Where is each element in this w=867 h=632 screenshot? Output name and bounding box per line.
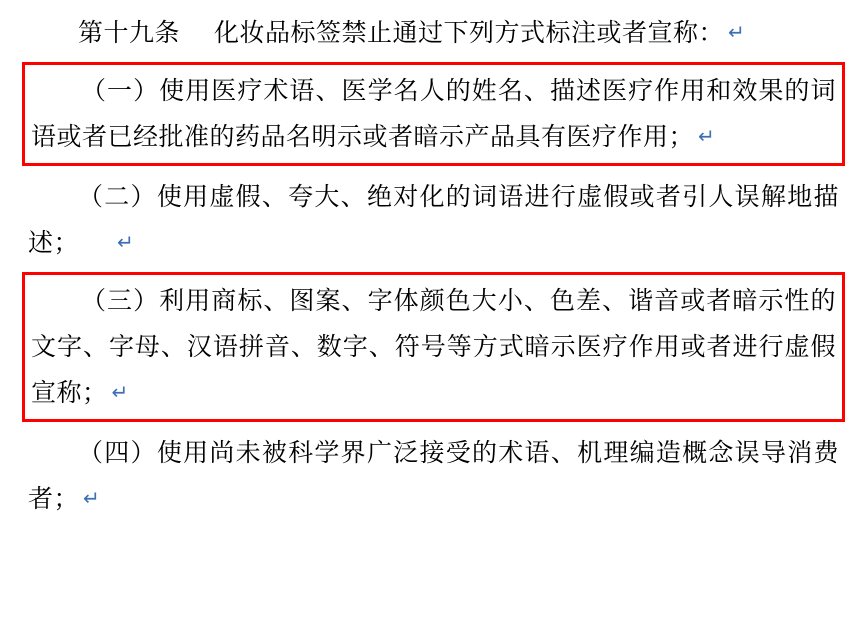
item-1-text: 使用医疗术语、医学名人的姓名、描述医疗作用和效果的词语或者已经批准的药品名明示或者暗示产品具有医疗作用； [31, 77, 836, 151]
item-4-label: （四） [78, 439, 157, 467]
list-item-3 [22, 272, 845, 422]
paragraph-mark-icon: ↵ [83, 488, 101, 510]
list-item-1 [22, 62, 845, 166]
article-heading [22, 8, 845, 58]
item-2-text: 使用虚假、夸大、绝对化的词语进行虚假或者引人误解地描述； [28, 183, 839, 257]
paragraph-mark-icon: ↵ [728, 22, 746, 44]
item-3-label: （三） [81, 287, 160, 315]
article-heading-text: 化妆品标签禁止通过下列方式标注或者宣称： [214, 19, 725, 47]
article-number: 第十九条 [78, 19, 181, 47]
paragraph-mark-icon: ↵ [111, 382, 129, 404]
item-4-text: 使用尚未被科学界广泛接受的术语、机理编造概念误导消费者； [28, 439, 839, 513]
item-1-label: （一） [81, 77, 160, 105]
item-3-text: 利用商标、图案、字体颜色大小、色差、谐音或者暗示性的文字、字母、汉语拼音、数字、符号等方式暗示医疗作用或者进行虚假宣称； [31, 287, 836, 407]
paragraph-mark-icon: ↵ [698, 126, 716, 148]
paragraph-mark-icon: ↵ [117, 232, 135, 254]
item-2-label: （二） [78, 183, 157, 211]
list-item-2 [22, 172, 845, 268]
list-item-4 [22, 428, 845, 524]
